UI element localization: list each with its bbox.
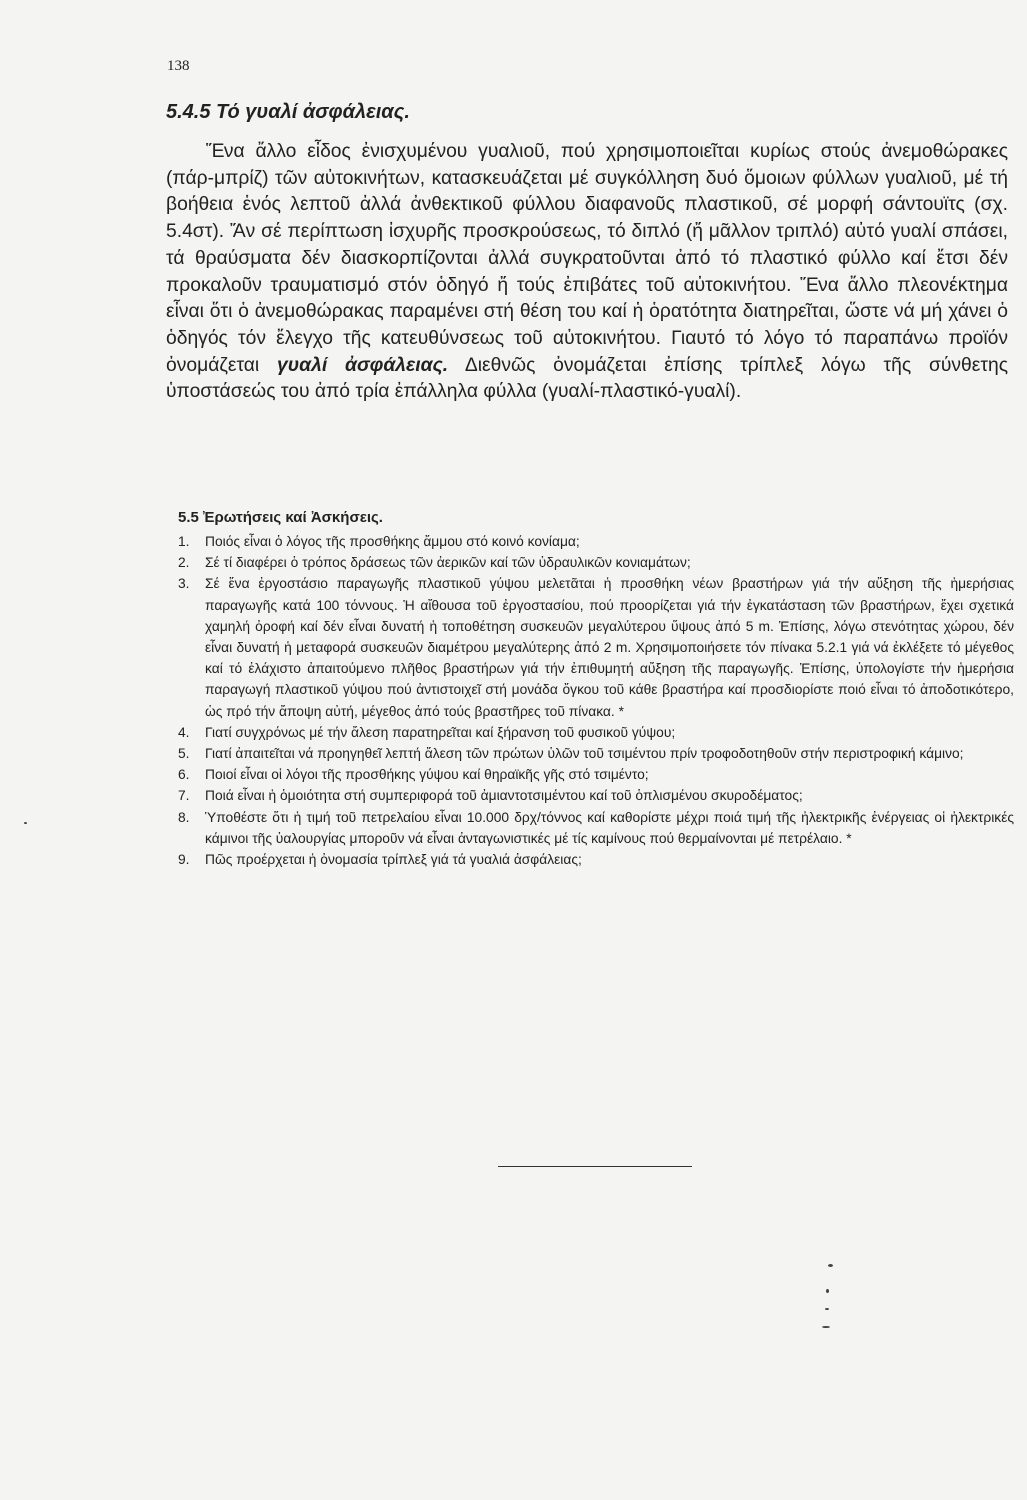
- question-text: Σέ τί διαφέρει ὁ τρόπος δράσεως τῶν ἀερικῶν καί τῶν ὑδραυλικῶν κονιαμάτων;: [205, 555, 691, 571]
- question-text: Ποιοί εἶναι οἱ λόγοι τῆς προσθήκης γύψου καί θηραϊκῆς γῆς στό τσιμέντο;: [205, 767, 649, 783]
- question-text: Σέ ἕνα ἐργοστάσιο παραγωγῆς πλαστικοῦ γύψου μελετᾶται ἡ προσθήκη νέων βραστήρων γιά τήν αὔξηση τῆς ἡμερήσιας παραγωγῆς κατά 100 τόννους. Ἡ αἴθουσα τοῦ ἐργοστασίου, πού προορίζεται γιά τήν ἐγκατάσταση τῶν βραστήρων, ἔχει σχετικά χαμηλή ὀροφή καί δέν εἶναι δυνατή ἡ τοποθέτηση συσκευῶν μεγαλύτερου ὕψους ἀπό 5 m. Ἐπίσης, λόγω στενότητας χώρου, δέν εἶναι δυνατή ἡ μεταφορά συσκευῶν διαμέτρου μεγαλύτερης ἀπό 2 m. Χρησιμοποιήσετε τόν πίνακα 5.2.1 γιά νά ἐκλέξετε τό μέγεθος καί τό ἐλάχιστο ἀπαιτούμενο πλῆθος βραστήρων γιά τήν ἐπιθυμητή αὔξηση τῆς παραγωγῆς. Ἐπίσης, ὑπολογίστε τήν ἡμερήσια παραγωγή πλαστικοῦ γύψου πού ἀντιστοιχεῖ στή μονάδα ὄγκου τοῦ κάθε βραστήρα καί προσδιορίστε ποιό εἶναι τό ἀποδοτικότερο, ὡς πρό τήν ἄποψη αὐτή, μέγεθος ἀπό τούς βραστῆρες τοῦ πίνακα. *: [205, 576, 1014, 719]
- question-number: 9.: [178, 852, 190, 868]
- question-number: 8.: [178, 809, 190, 825]
- question-number: 6.: [178, 767, 190, 783]
- page-number: 138: [167, 58, 190, 74]
- question-number: 5.: [178, 746, 190, 762]
- question-text: Γιατί συγχρόνως μέ τήν ἄλεση παρατηρεῖται καί ξήρανση τοῦ φυσικοῦ γύψου;: [205, 724, 676, 740]
- questions-list: [178, 531, 1014, 870]
- scan-speck: [24, 822, 27, 824]
- body-text-after: Διεθνῶς ὀνομάζεται ἐπίσης τρίπλεξ λόγω τῆς σύνθετης ὑποστάσεώς του ἀπό τρία ἐπάλληλα φύλλα (γυαλί-πλαστικό-γυαλί).: [166, 354, 1008, 403]
- question-item: [178, 849, 1014, 870]
- question-item: [178, 764, 1014, 785]
- question-number: 7.: [178, 788, 190, 804]
- question-text: Γιατί ἀπαιτεῖται νά προηγηθεῖ λεπτή ἄλεση τῶν πρώτων ὑλῶν τοῦ τσιμέντου πρίν τροφοδοτηθοῦν στήν περιστροφική κάμινο;: [205, 746, 964, 762]
- questions-heading: 5.5 Ἐρωτήσεις καί Ἀσκήσεις.: [178, 509, 383, 526]
- question-number: 4.: [178, 724, 190, 740]
- question-item: [178, 531, 1014, 552]
- body-text-before: Ἕνα ἄλλο εἶδος ἐνισχυμένου γυαλιοῦ, πού χρησιμοποιεῖται κυρίως στούς ἀνεμοθώρακες (πάρ-μπρίζ) τῶν αὐτοκινήτων, κατασκευάζεται μέ συγκόλληση δυό ὅμοιων φύλλων γυαλιοῦ, μέ τή βοήθεια ἑνός λεπτοῦ ἀλλά ἀνθεκτικοῦ φύλλου διαφανοῦς πλαστικοῦ, σέ μορφή σάντουϊτς (σχ. 5.4στ). Ἄν σέ περίπτωση ἰσχυρῆς προσκρούσεως, τό διπλό (ἤ μᾶλλον τριπλό) αὐτό γυαλί σπάσει, τά θραύσματα δέν διασκορπίζονται ἀλλά συγκρατοῦνται ἀπό τό πλαστικό φύλλο καί ἔτσι δέν προκαλοῦν τραυματισμό στόν ὁδηγό ἤ τούς ἐπιβάτες τοῦ αὐτοκινήτου. Ἕνα ἄλλο πλεονέκτημα εἶναι ὅτι ὁ ἀνεμοθώρακας παραμένει στή θέση του καί ἡ ὁρατότητα διατηρεῖται, ὥστε νά μή χάνει ὁ ὁδηγός τόν ἔλεγχο τῆς κατευθύνσεως τοῦ αὐτοκινήτου. Γιαυτό τό λόγο τό παραπάνω προϊόν ὀνομάζεται: [166, 141, 1008, 376]
- section-heading: 5.4.5 Τό γυαλί ἀσφάλειας.: [166, 101, 410, 123]
- question-number: 3.: [178, 576, 190, 592]
- question-item: [178, 743, 1014, 764]
- question-number: 1.: [178, 534, 190, 549]
- question-item: [178, 807, 1014, 849]
- question-item: [178, 573, 1014, 721]
- question-number: 2.: [178, 555, 190, 571]
- scan-speck: [825, 1308, 829, 1310]
- question-text: Ποιά εἶναι ἡ ὁμοιότητα στή συμπεριφορά τοῦ ἀμιαντοτσιμέντου καί τοῦ ὁπλισμένου σκυροδέματος;: [205, 788, 803, 804]
- scan-speck: [826, 1289, 829, 1293]
- scan-speck: [822, 1326, 830, 1328]
- question-item: [178, 722, 1014, 743]
- emphasized-term: γυαλί ἀσφάλειας.: [277, 354, 449, 376]
- question-item: [178, 552, 1014, 573]
- footnote-rule: [498, 1166, 692, 1167]
- question-text: Πῶς προέρχεται ἡ ὀνομασία τρίπλεξ γιά τά γυαλιά ἀσφάλειας;: [205, 852, 582, 868]
- question-text: Ὑποθέστε ὅτι ἡ τιμή τοῦ πετρελαίου εἶναι 10.000 δρχ/τόννος καί καθορίστε μέχρι ποιά τιμή τῆς ἠλεκτρικῆς ἐνέργειας οἱ ἠλεκτρικές κάμινοι τῆς ὑαλουργίας μποροῦν νά εἶναι ἀνταγωνιστικές μέ τίς καμίνους πού θερμαίνονται μέ πετρέλαιο. *: [205, 809, 1014, 846]
- question-item: [178, 785, 1014, 806]
- body-paragraph: [166, 139, 1008, 406]
- question-text: Ποιός εἶναι ὁ λόγος τῆς προσθήκης ἄμμου στό κοινό κονίαμα;: [205, 534, 580, 549]
- scan-speck: [828, 1264, 833, 1267]
